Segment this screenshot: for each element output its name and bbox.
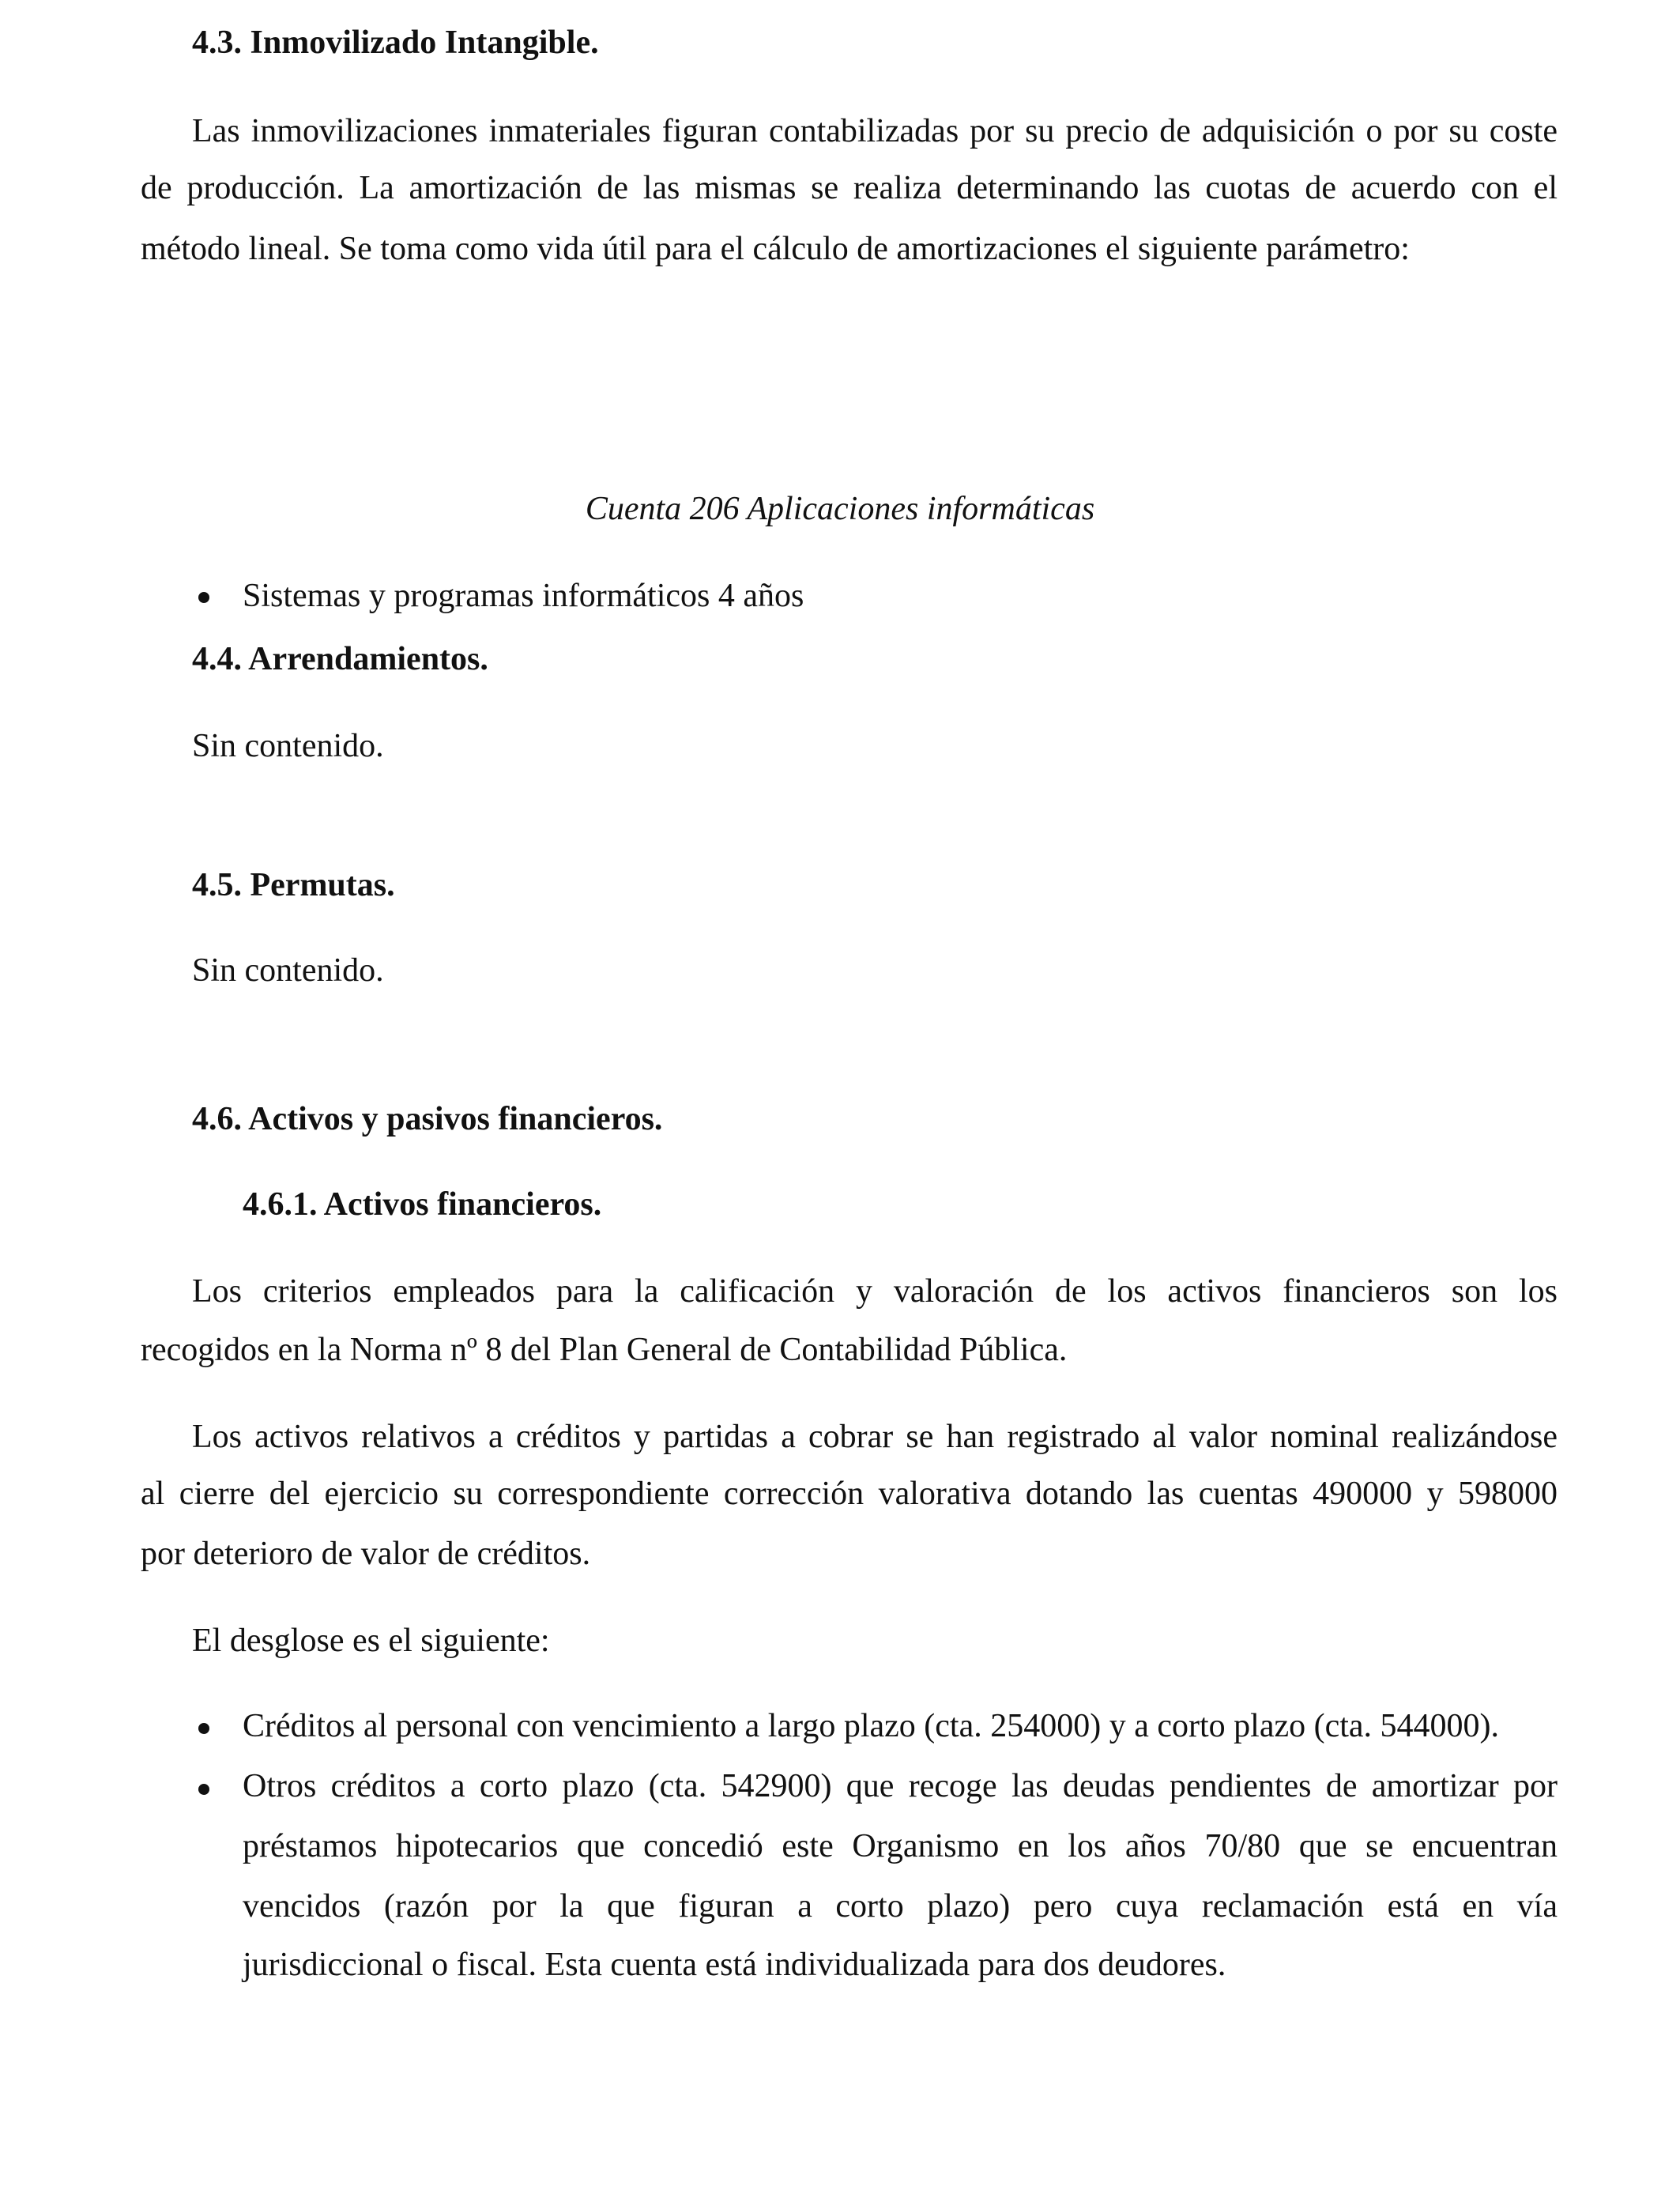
paragraph-line: Las inmovilizaciones inmateriales figuran contabilizadas por su precio de adquisición o por su coste bbox=[192, 113, 1558, 149]
bullet-icon bbox=[198, 592, 209, 603]
section-4-5-text: Sin contenido. bbox=[192, 952, 384, 989]
list-item-line: Otros créditos a corto plazo (cta. 542900) que recoge las deudas pendientes de amortizar por bbox=[243, 1768, 1558, 1804]
bullet-icon bbox=[198, 1723, 209, 1734]
paragraph-line: por deterioro de valor de créditos. bbox=[141, 1536, 591, 1572]
paragraph-line: El desglose es el siguiente: bbox=[192, 1623, 550, 1659]
paragraph-line: Los activos relativos a créditos y partidas a cobrar se han registrado al valor nominal realizándose bbox=[192, 1419, 1558, 1455]
section-4-4-heading: 4.4. Arrendamientos. bbox=[192, 641, 488, 677]
paragraph-line: al cierre del ejercicio su correspondiente corrección valorativa dotando las cuentas 490000 y 598000 bbox=[141, 1476, 1558, 1512]
list-item-line: jurisdiccional o fiscal. Esta cuenta está individualizada para dos deudores. bbox=[243, 1947, 1226, 1983]
section-4-5-heading: 4.5. Permutas. bbox=[192, 867, 395, 903]
account-title: Cuenta 206 Aplicaciones informáticas bbox=[585, 491, 1095, 527]
section-4-4-text: Sin contenido. bbox=[192, 728, 384, 764]
section-4-3-heading: 4.3. Inmovilizado Intangible. bbox=[192, 25, 599, 61]
paragraph-line: Los criterios empleados para la calificación y valoración de los activos financieros son los bbox=[192, 1273, 1558, 1310]
paragraph-line: de producción. La amortización de las mismas se realiza determinando las cuotas de acuerdo con el bbox=[141, 170, 1558, 206]
list-item: Sistemas y programas informáticos 4 años bbox=[243, 578, 804, 614]
paragraph-line: método lineal. Se toma como vida útil para el cálculo de amortizaciones el siguiente parámetro: bbox=[141, 231, 1410, 267]
bullet-icon bbox=[198, 1784, 209, 1795]
list-item-line: préstamos hipotecarios que concedió este Organismo en los años 70/80 que se encuentran bbox=[243, 1828, 1558, 1864]
section-4-6-1-heading: 4.6.1. Activos financieros. bbox=[243, 1186, 602, 1223]
list-item: Créditos al personal con vencimiento a largo plazo (cta. 254000) y a corto plazo (cta. 544000). bbox=[243, 1708, 1500, 1744]
paragraph-line: recogidos en la Norma nº 8 del Plan General de Contabilidad Pública. bbox=[141, 1332, 1068, 1368]
list-item-line: vencidos (razón por la que figuran a corto plazo) pero cuya reclamación está en vía bbox=[243, 1888, 1558, 1924]
section-4-6-heading: 4.6. Activos y pasivos financieros. bbox=[192, 1101, 663, 1137]
